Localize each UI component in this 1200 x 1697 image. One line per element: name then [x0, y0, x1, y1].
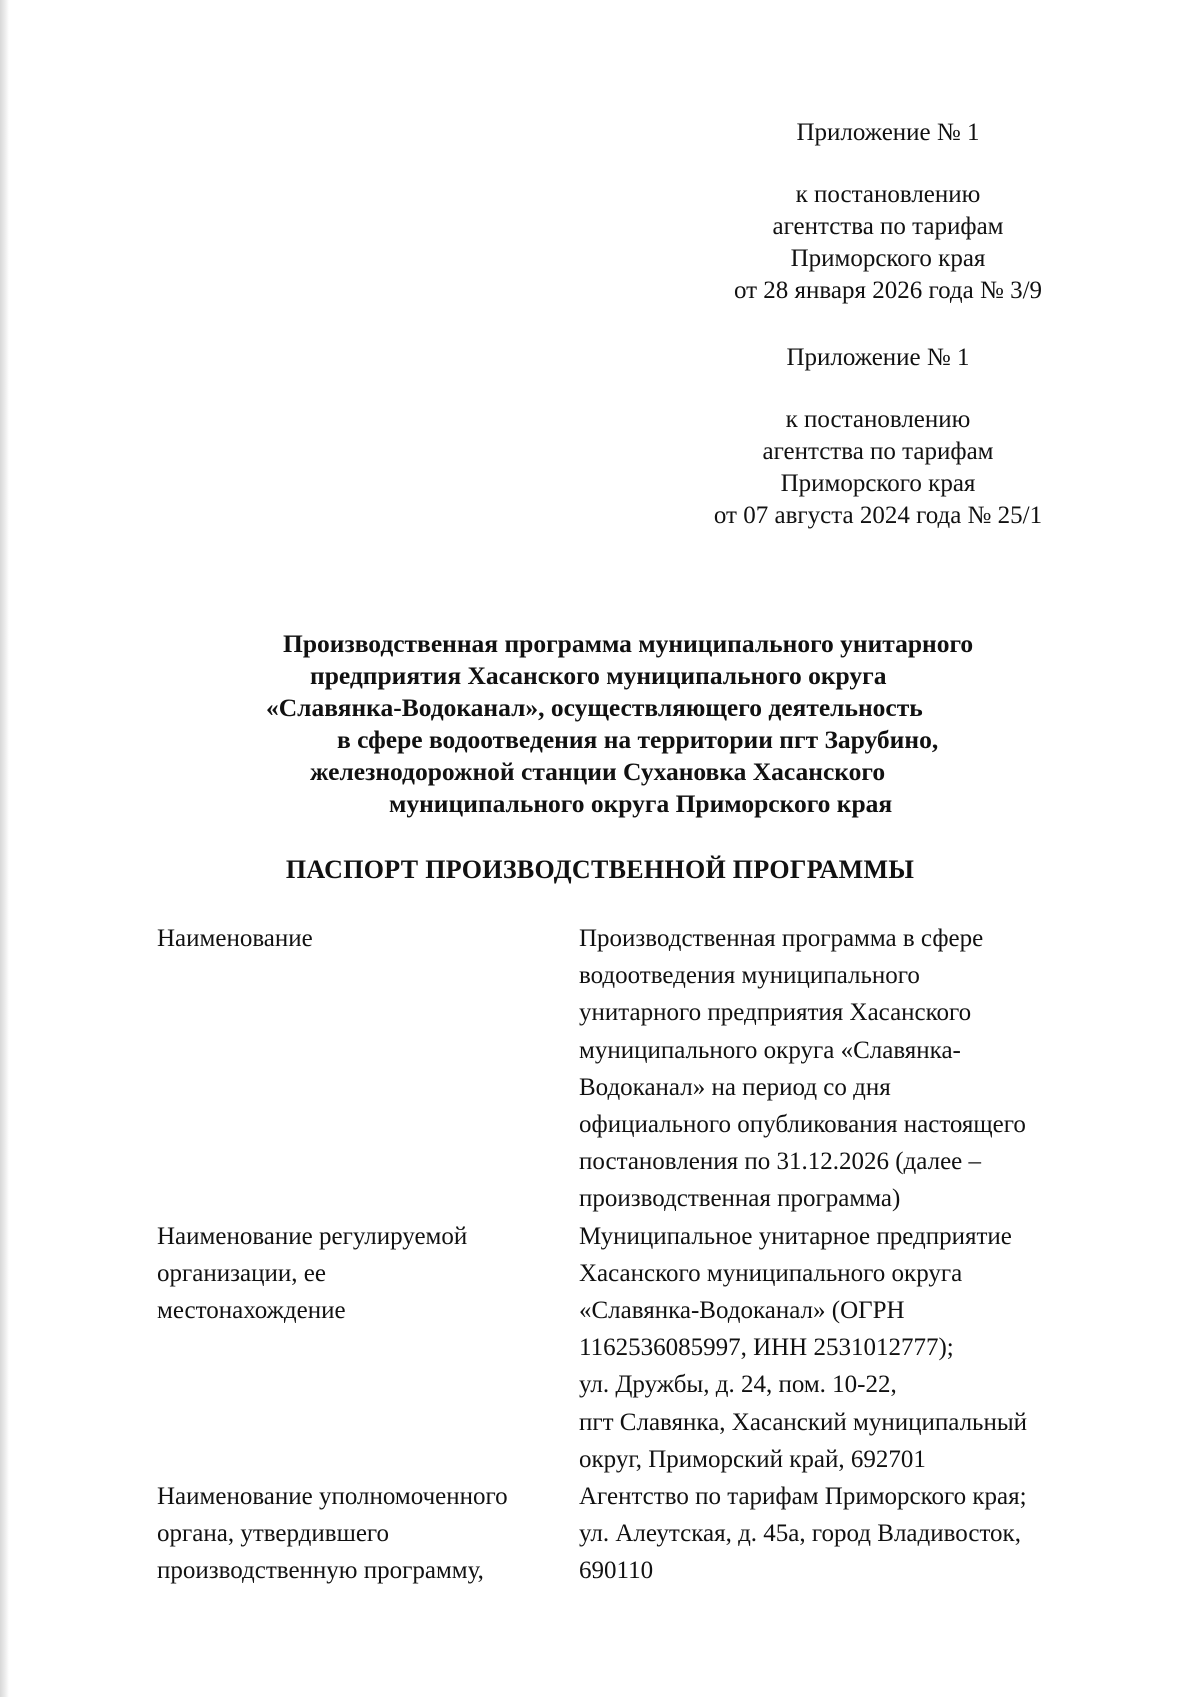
annex-date-line: от 28 января 2026 года № 3/9: [733, 277, 1043, 304]
value-line: пгт Славянка, Хасанский муниципальный: [579, 1408, 1028, 1436]
annex-header-current: [648, 117, 1128, 307]
passport-table: [157, 920, 1092, 1590]
value-line: ул. Дружбы, д. 24, пом. 10-22,: [579, 1371, 897, 1399]
passport-row-label: [157, 920, 579, 957]
annex-title: Приложение № 1: [796, 119, 980, 146]
program-title-line: в сфере водоотведения на территории пгт Зарубино,: [337, 725, 939, 754]
passport-row-authority: [157, 1478, 1092, 1590]
value-line: Муниципальное унитарное предприятие: [579, 1222, 1012, 1250]
annex-title: Приложение № 1: [786, 344, 970, 371]
label-line: местонахождение: [157, 1297, 346, 1325]
label-line: Наименование регулируемой: [157, 1222, 468, 1250]
value-line: округ, Приморский край, 692701: [579, 1445, 926, 1473]
value-line: 1162536085997, ИНН 2531012777);: [579, 1334, 954, 1362]
label-line: организации, ее: [157, 1259, 326, 1287]
value-line: Агентство по тарифам Приморского края;: [579, 1483, 1027, 1511]
label-line: Наименование: [157, 925, 313, 952]
program-title-line: Производственная программа муниципального унитарного: [283, 629, 974, 658]
value-line: Водоканал» на период со дня: [579, 1073, 891, 1101]
value-line: 690110: [579, 1557, 654, 1585]
annex-gap: [648, 149, 1128, 179]
program-title-line: предприятия Хасанского муниципального округа: [310, 661, 887, 690]
program-title: [140, 628, 1060, 820]
annex-line: Приморского края: [780, 470, 976, 497]
value-line: производственная программа): [579, 1185, 901, 1213]
annex-header-previous: [638, 342, 1118, 532]
passport-row-label: [157, 1478, 579, 1590]
value-line: постановления по 31.12.2026 (далее –: [579, 1148, 982, 1176]
value-line: Производственная программа в сфере: [579, 925, 984, 952]
program-title-line: железнодорожной станции Сухановка Хасанского: [310, 757, 886, 786]
annex-line: к постановлению: [795, 181, 981, 208]
program-title-line: «Славянка-Водоканал», осуществляющего деятельность: [266, 693, 923, 722]
value-line: водоотведения муниципального: [579, 962, 920, 990]
annex-line: агентства по тарифам: [772, 213, 1004, 240]
annex-date-line: от 07 августа 2024 года № 25/1: [713, 502, 1043, 529]
scan-edge-shadow: [0, 0, 9, 1697]
passport-row-organization: [157, 1218, 1092, 1478]
value-line: официального опубликования настоящего: [579, 1111, 1026, 1139]
value-line: ул. Алеутская, д. 45а, город Владивосток,: [579, 1520, 1021, 1548]
value-line: Хасанского муниципального округа: [579, 1259, 963, 1287]
annex-line: к постановлению: [785, 406, 971, 433]
label-line: Наименование уполномоченного: [157, 1483, 508, 1511]
value-line: муниципального округа «Славянка-: [579, 1036, 961, 1064]
passport-row-value: [579, 1478, 1092, 1590]
label-line: производственную программу,: [157, 1557, 484, 1585]
passport-row-value: [579, 920, 1092, 1218]
annex-line: Приморского края: [790, 245, 986, 272]
passport-row-label: [157, 1218, 579, 1330]
program-title-line: муниципального округа Приморского края: [389, 789, 893, 818]
annex-gap: [638, 374, 1118, 404]
passport-title: ПАСПОРТ ПРОИЗВОДСТВЕННОЙ ПРОГРАММЫ: [285, 855, 915, 884]
passport-row-name: [157, 920, 1092, 1218]
passport-row-value: [579, 1218, 1092, 1478]
label-line: органа, утвердившего: [157, 1520, 390, 1548]
value-line: «Славянка-Водоканал» (ОГРН: [579, 1297, 905, 1325]
value-line: унитарного предприятия Хасанского: [579, 999, 972, 1027]
annex-line: агентства по тарифам: [762, 438, 994, 465]
